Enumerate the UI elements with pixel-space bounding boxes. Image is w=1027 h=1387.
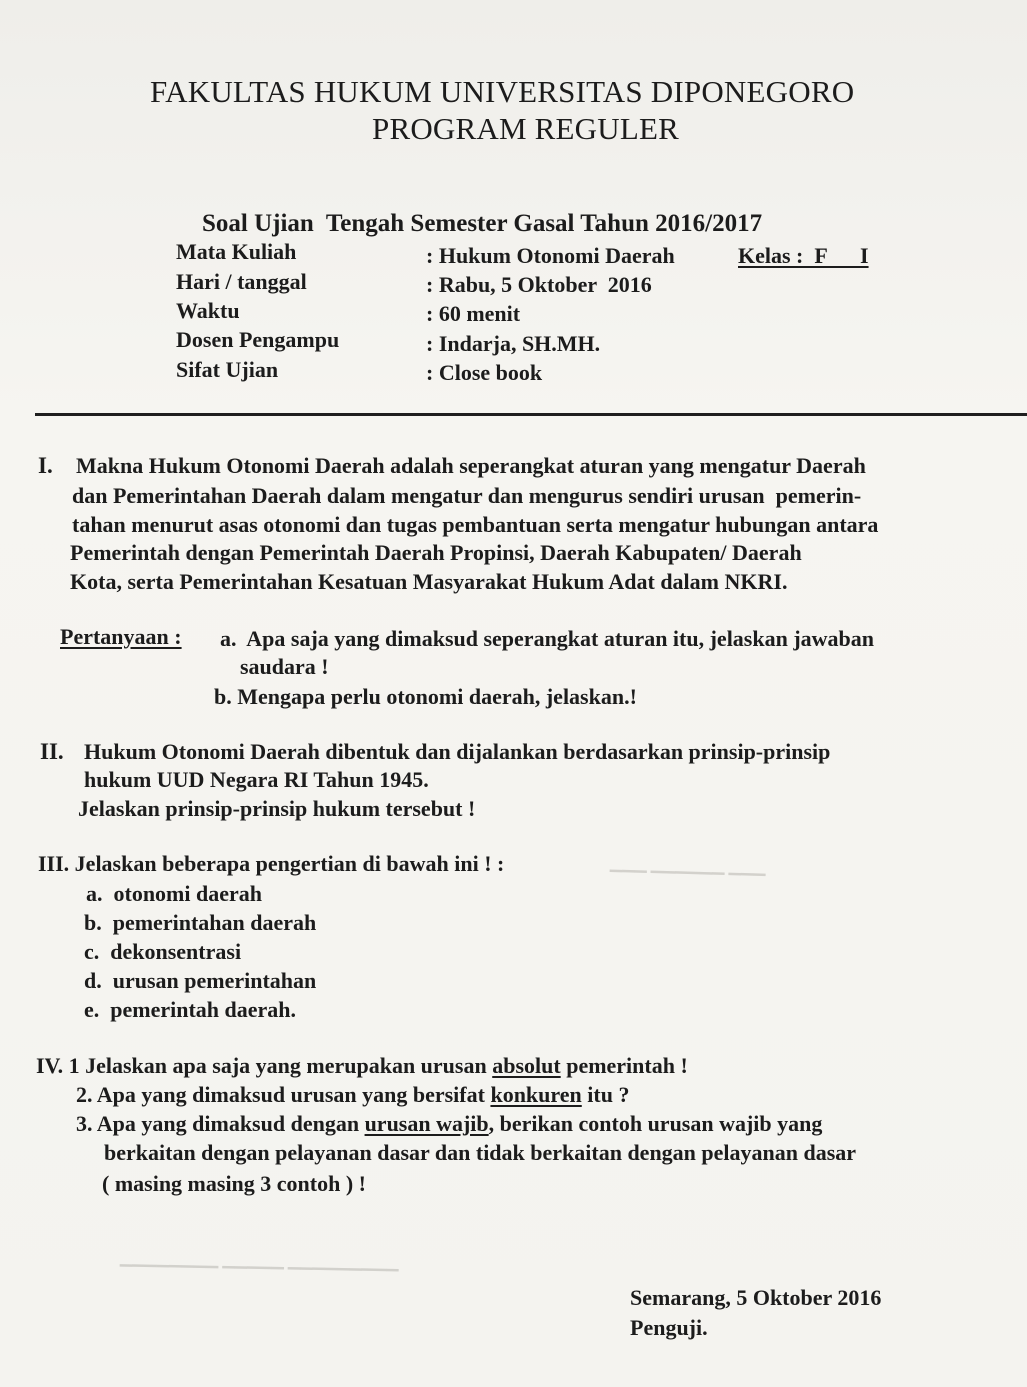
section-2-line: Hukum Otonomi Daerah dibentuk dan dijalankan berdasarkan prinsip-prinsip bbox=[84, 739, 831, 764]
section-1-line: dan Pemerintahan Daerah dalam mengatur dan mengurus sendiri urusan pemerin- bbox=[72, 483, 862, 508]
q2-term-konkuren: konkuren bbox=[490, 1082, 582, 1107]
section-1-line: tahan menurut asas otonomi dan tugas pembantuan serta mengatur hubungan antara bbox=[72, 512, 879, 537]
dosen-label: Dosen Pengampu bbox=[176, 327, 340, 352]
q1-term-absolut: absolut bbox=[492, 1053, 561, 1078]
section-3-item: b. pemerintahan daerah bbox=[84, 910, 317, 935]
section-1-line: Pemerintah dengan Pemerintah Daerah Propinsi, Daerah Kabupaten/ Daerah bbox=[70, 540, 802, 565]
pertanyaan-label: Pertanyaan : bbox=[60, 624, 182, 649]
section-3-item: d. urusan pemerintahan bbox=[84, 968, 317, 993]
q2-text-post: itu ? bbox=[581, 1082, 630, 1107]
section-1-line: Kota, serta Pemerintahan Kesatuan Masyarakat Hukum Adat dalam NKRI. bbox=[70, 569, 788, 594]
q1-text-post: pemerintah ! bbox=[560, 1053, 688, 1078]
question-1a-cont: saudara ! bbox=[240, 654, 329, 679]
signature-place-date: Semarang, 5 Oktober 2016 bbox=[630, 1285, 882, 1310]
section-3-item: c. dekonsentrasi bbox=[84, 939, 242, 964]
waktu-value: : 60 menit bbox=[426, 301, 521, 326]
section-3-item: a. otonomi daerah bbox=[86, 881, 262, 906]
dosen-value: : Indarja, SH.MH. bbox=[426, 331, 601, 356]
hari-label: Hari / tanggal bbox=[176, 269, 307, 294]
section-4-q3-line2: berkaitan dengan pelayanan dasar dan tidak berkaitan dengan pelayanan dasar bbox=[104, 1140, 857, 1165]
section-2-number: II. bbox=[40, 739, 64, 764]
q2-text-pre: 2. Apa yang dimaksud urusan yang bersifat bbox=[76, 1082, 491, 1107]
mata-kuliah-value: : Hukum Otonomi Daerah bbox=[426, 243, 675, 268]
q3-text-post: , berikan contoh urusan wajib yang bbox=[488, 1111, 823, 1136]
header-divider bbox=[35, 413, 1027, 416]
section-4-q2 bbox=[76, 1082, 629, 1108]
section-2-line: Jelaskan prinsip-prinsip hukum tersebut ! bbox=[78, 796, 476, 821]
q3-term-urusan-wajib: urusan wajib bbox=[364, 1111, 489, 1136]
question-1b: b. Mengapa perlu otonomi daerah, jelaskan.! bbox=[214, 684, 637, 709]
bleed-through-text: ▁▁▁▁▁▁▁▁ ▁▁▁▁▁ ▁▁▁▁▁▁▁▁▁ bbox=[119, 1249, 399, 1272]
mata-kuliah-label: Mata Kuliah bbox=[176, 239, 297, 264]
section-2-line: hukum UUD Negara RI Tahun 1945. bbox=[84, 767, 429, 792]
section-1-number: I. bbox=[38, 453, 53, 478]
question-1a: a. Apa saja yang dimaksud seperangkat aturan itu, jelaskan jawaban bbox=[220, 626, 875, 651]
hari-value: : Rabu, 5 Oktober 2016 bbox=[426, 272, 652, 297]
section-1-line: Makna Hukum Otonomi Daerah adalah seperangkat aturan yang mengatur Daerah bbox=[76, 453, 866, 478]
program-title: PROGRAM REGULER bbox=[372, 111, 680, 146]
faculty-title: FAKULTAS HUKUM UNIVERSITAS DIPONEGORO bbox=[150, 74, 855, 109]
section-3-item: e. pemerintah daerah. bbox=[84, 997, 297, 1022]
q3-text-pre: 3. Apa yang dimaksud dengan bbox=[76, 1111, 365, 1136]
q1-text-pre: IV. 1 Jelaskan apa saja yang merupakan urusan bbox=[36, 1053, 493, 1078]
section-4-q3 bbox=[76, 1111, 822, 1137]
section-4-q1 bbox=[36, 1053, 688, 1079]
bleed-through-text: ▁▁▁ ▁▁▁▁▁▁ ▁▁▁ bbox=[609, 854, 766, 877]
kelas-value: Kelas : F I bbox=[738, 243, 869, 268]
exam-title: Soal Ujian Tengah Semester Gasal Tahun 2016/2017 bbox=[202, 210, 763, 237]
section-3-title: III. Jelaskan beberapa pengertian di bawah ini ! : bbox=[38, 851, 505, 876]
signature-signer: Penguji. bbox=[630, 1315, 708, 1340]
waktu-label: Waktu bbox=[176, 298, 240, 323]
sifat-label: Sifat Ujian bbox=[176, 357, 279, 382]
sifat-value: : Close book bbox=[426, 360, 543, 385]
section-4-q3-line3: ( masing masing 3 contoh ) ! bbox=[102, 1171, 367, 1196]
